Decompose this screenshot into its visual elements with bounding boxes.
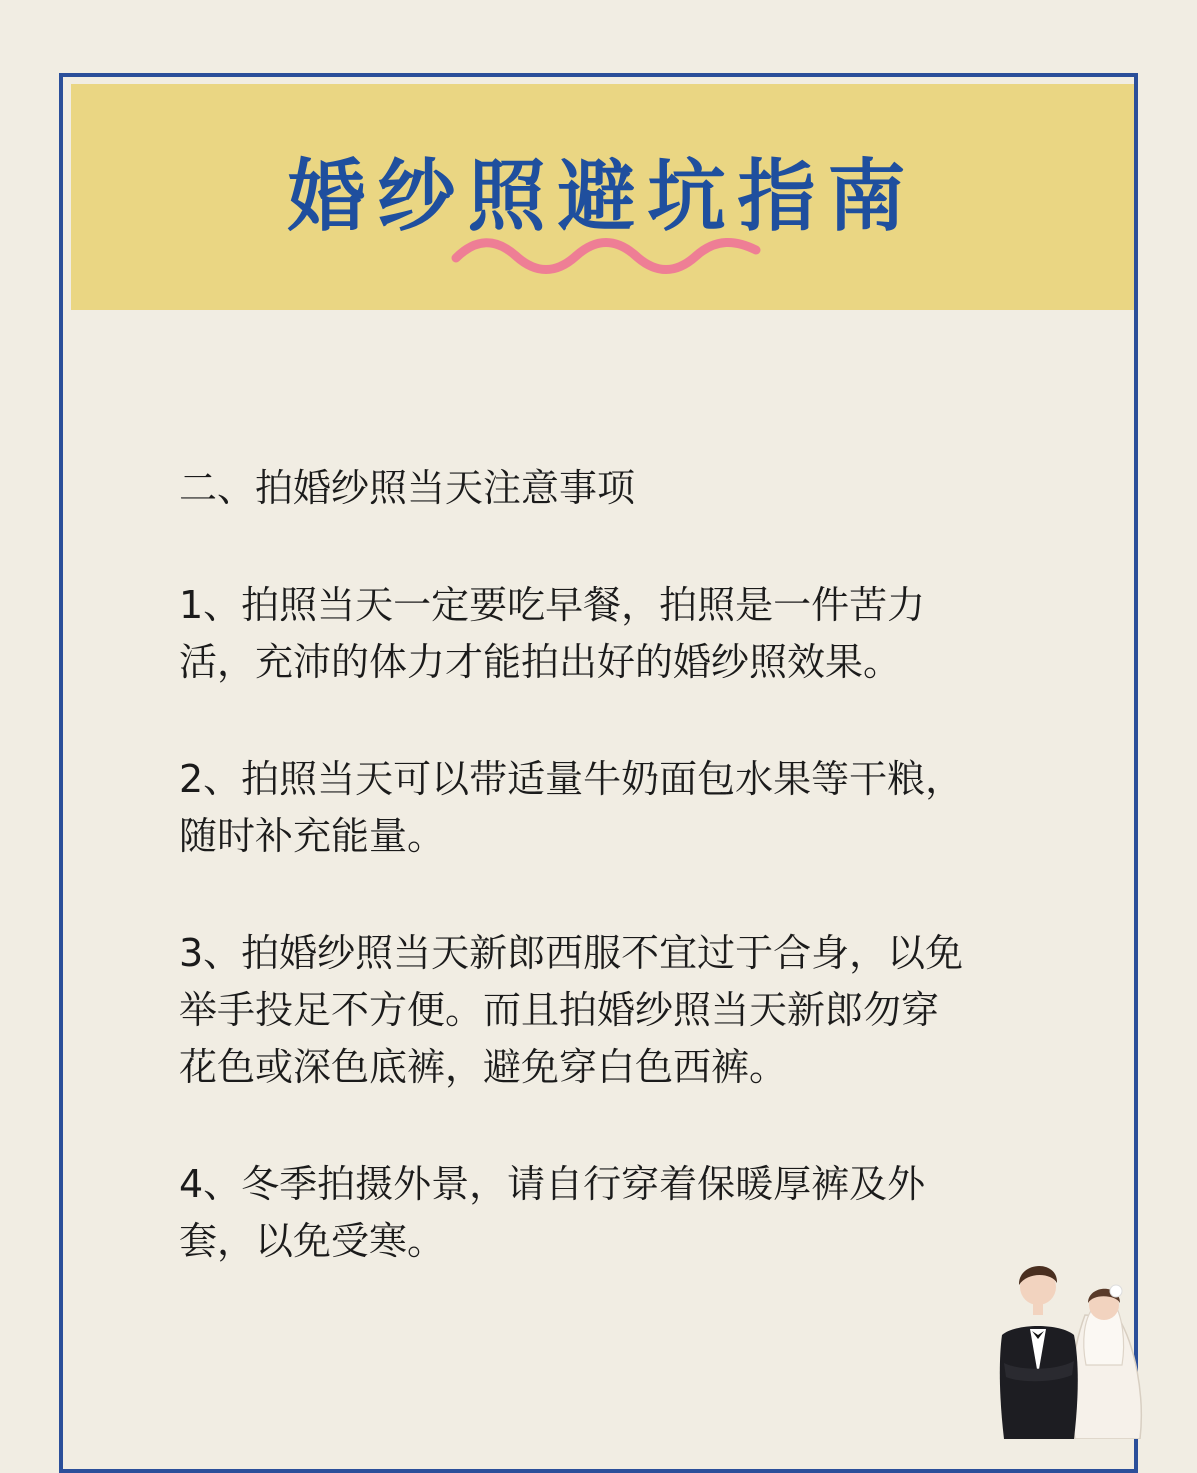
article-body (179, 460, 1059, 1330)
list-item (179, 1156, 1059, 1270)
list-item (179, 925, 1059, 1096)
list-item (179, 751, 1059, 865)
item-line: 3、拍婚纱照当天新郎西服不宜过于合身，以免 (179, 931, 964, 975)
pink-wavy-line-icon (451, 236, 761, 276)
item-line: 随时补充能量。 (179, 814, 446, 858)
item-line: 举手投足不方便。而且拍婚纱照当天新郎勿穿 (179, 988, 940, 1032)
item-line: 套，以免受寒。 (179, 1219, 446, 1263)
title-banner (71, 84, 1134, 310)
page-title: 婚纱照避坑指南 (287, 152, 918, 242)
item-line: 活，充沛的体力才能拍出好的婚纱照效果。 (179, 640, 902, 684)
item-line: 2、拍照当天可以带适量牛奶面包水果等干粮， (179, 757, 964, 801)
item-line: 1、拍照当天一定要吃早餐，拍照是一件苦力 (179, 583, 926, 627)
bride-and-groom-icon (990, 1245, 1150, 1439)
item-line: 4、冬季拍摄外景，请自行穿着保暖厚裤及外 (179, 1162, 926, 1206)
section-title: 二、拍婚纱照当天注意事项 (179, 466, 636, 510)
item-line: 花色或深色底裤，避免穿白色西裤。 (179, 1045, 788, 1089)
list-item (179, 577, 1059, 691)
